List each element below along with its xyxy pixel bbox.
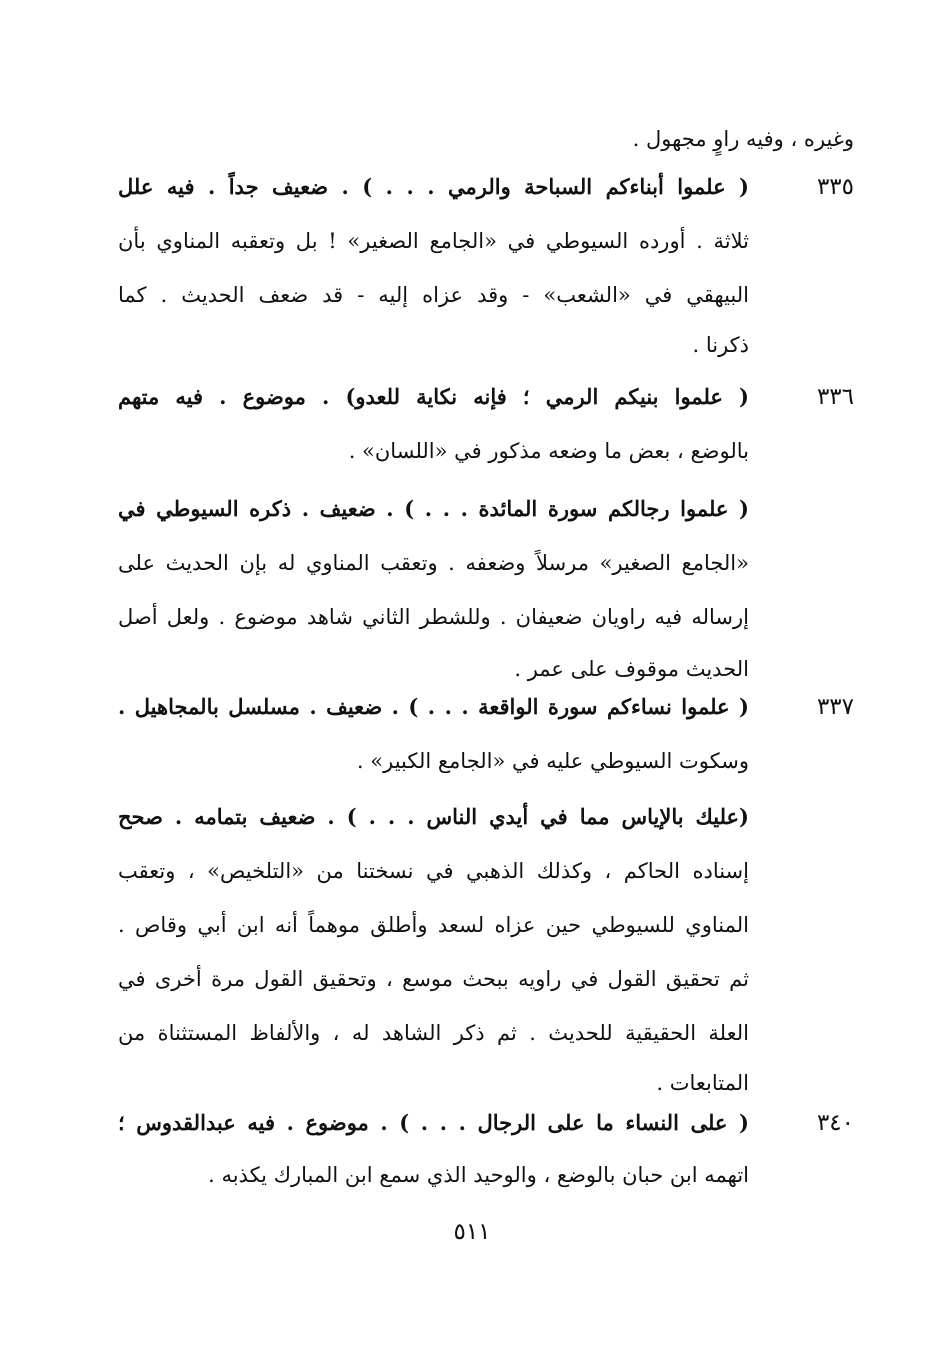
line-text: ( على النساء ما على الرجال . . . ) . موضوع . فيه عبدالقدوس ؛ <box>118 1110 749 1135</box>
line-text: ( علموا رجالكم سورة المائدة . . . ) . ضعيف . ذكره السيوطي في <box>118 496 749 521</box>
entry-number: ٣٣٥ <box>816 174 854 200</box>
text-line <box>118 1148 749 1202</box>
line-text: ذكرنا . <box>692 333 749 357</box>
line-text: البيهقي في «الشعب» - وقد عزاه إليه - قد ضعف الحديث . كما <box>118 283 749 307</box>
text-line <box>118 952 749 1006</box>
text-line <box>118 424 749 478</box>
line-text: إرساله فيه راويان ضعيفان . وللشطر الثاني شاهد موضوع . ولعل أصل <box>118 605 749 629</box>
text-line <box>118 268 749 322</box>
text-line <box>118 898 749 952</box>
hadith-title-line <box>118 1096 749 1150</box>
line-text: «الجامع الصغير» مرسلاً وضعفه . وتعقب المناوي له بإن الحديث على <box>118 551 749 575</box>
text-line <box>118 590 749 644</box>
line-text: المتابعات . <box>656 1071 749 1095</box>
hadith-title-line <box>118 790 749 844</box>
entry-number: ٣٣٦ <box>816 384 854 410</box>
line-text: اتهمه ابن حبان بالوضع ، والوحيد الذي سمع ابن المبارك يكذبه . <box>208 1163 749 1187</box>
line-text: بالوضع ، بعض ما وضعه مذكور في «اللسان» . <box>348 439 749 463</box>
line-text: ( علموا نساءكم سورة الواقعة . . . ) . ضعيف . مسلسل بالمجاهيل . <box>118 694 749 719</box>
page-number: ٥١١ <box>453 1219 491 1245</box>
text-line <box>118 1006 749 1060</box>
line-text: إسناده الحاكم ، وكذلك الذهبي في نسختنا من «التلخيص» ، وتعقب <box>118 859 749 883</box>
text-line <box>118 844 749 898</box>
text-line <box>118 112 854 166</box>
entry-number: ٣٣٧ <box>816 694 854 720</box>
line-text: العلة الحقيقية للحديث . ثم ذكر الشاهد له ، والألفاظ المستثناة من <box>118 1021 749 1045</box>
line-text: وسكوت السيوطي عليه في «الجامع الكبير» . <box>356 749 749 773</box>
line-text: ثلاثة . أورده السيوطي في «الجامع الصغير» ! بل وتعقبه المناوي بأن <box>118 229 749 253</box>
line-text: ثم تحقيق القول في راويه ببحث موسع ، وتحقيق القول مرة أخرى في <box>118 967 749 991</box>
text-line <box>118 734 749 788</box>
line-text: ( علموا بنيكم الرمي ؛ فإنه نكاية للعدو) . موضوع . فيه متهم <box>118 384 749 409</box>
hadith-title-line <box>118 160 749 214</box>
line-text: المناوي للسيوطي حين عزاه لسعد وأطلق موهماً أنه ابن أبي وقاص . <box>118 913 749 937</box>
hadith-title-line <box>118 370 749 424</box>
text-line <box>118 214 749 268</box>
line-text: (عليك بالإياس مما في أيدي الناس . . . ) . ضعيف بتمامه . صحح <box>118 804 749 829</box>
entry-number: ٣٤٠ <box>816 1110 854 1136</box>
hadith-title-line <box>118 482 749 536</box>
line-text: ( علموا أبناءكم السباحة والرمي . . . ) . ضعيف جداً . فيه علل <box>118 174 749 199</box>
line-text: وغيره ، وفيه راوٍ مجهول . <box>632 127 854 151</box>
text-line <box>118 536 749 590</box>
text-line <box>118 318 749 372</box>
line-text: الحديث موقوف على عمر . <box>514 657 749 681</box>
hadith-title-line <box>118 680 749 734</box>
